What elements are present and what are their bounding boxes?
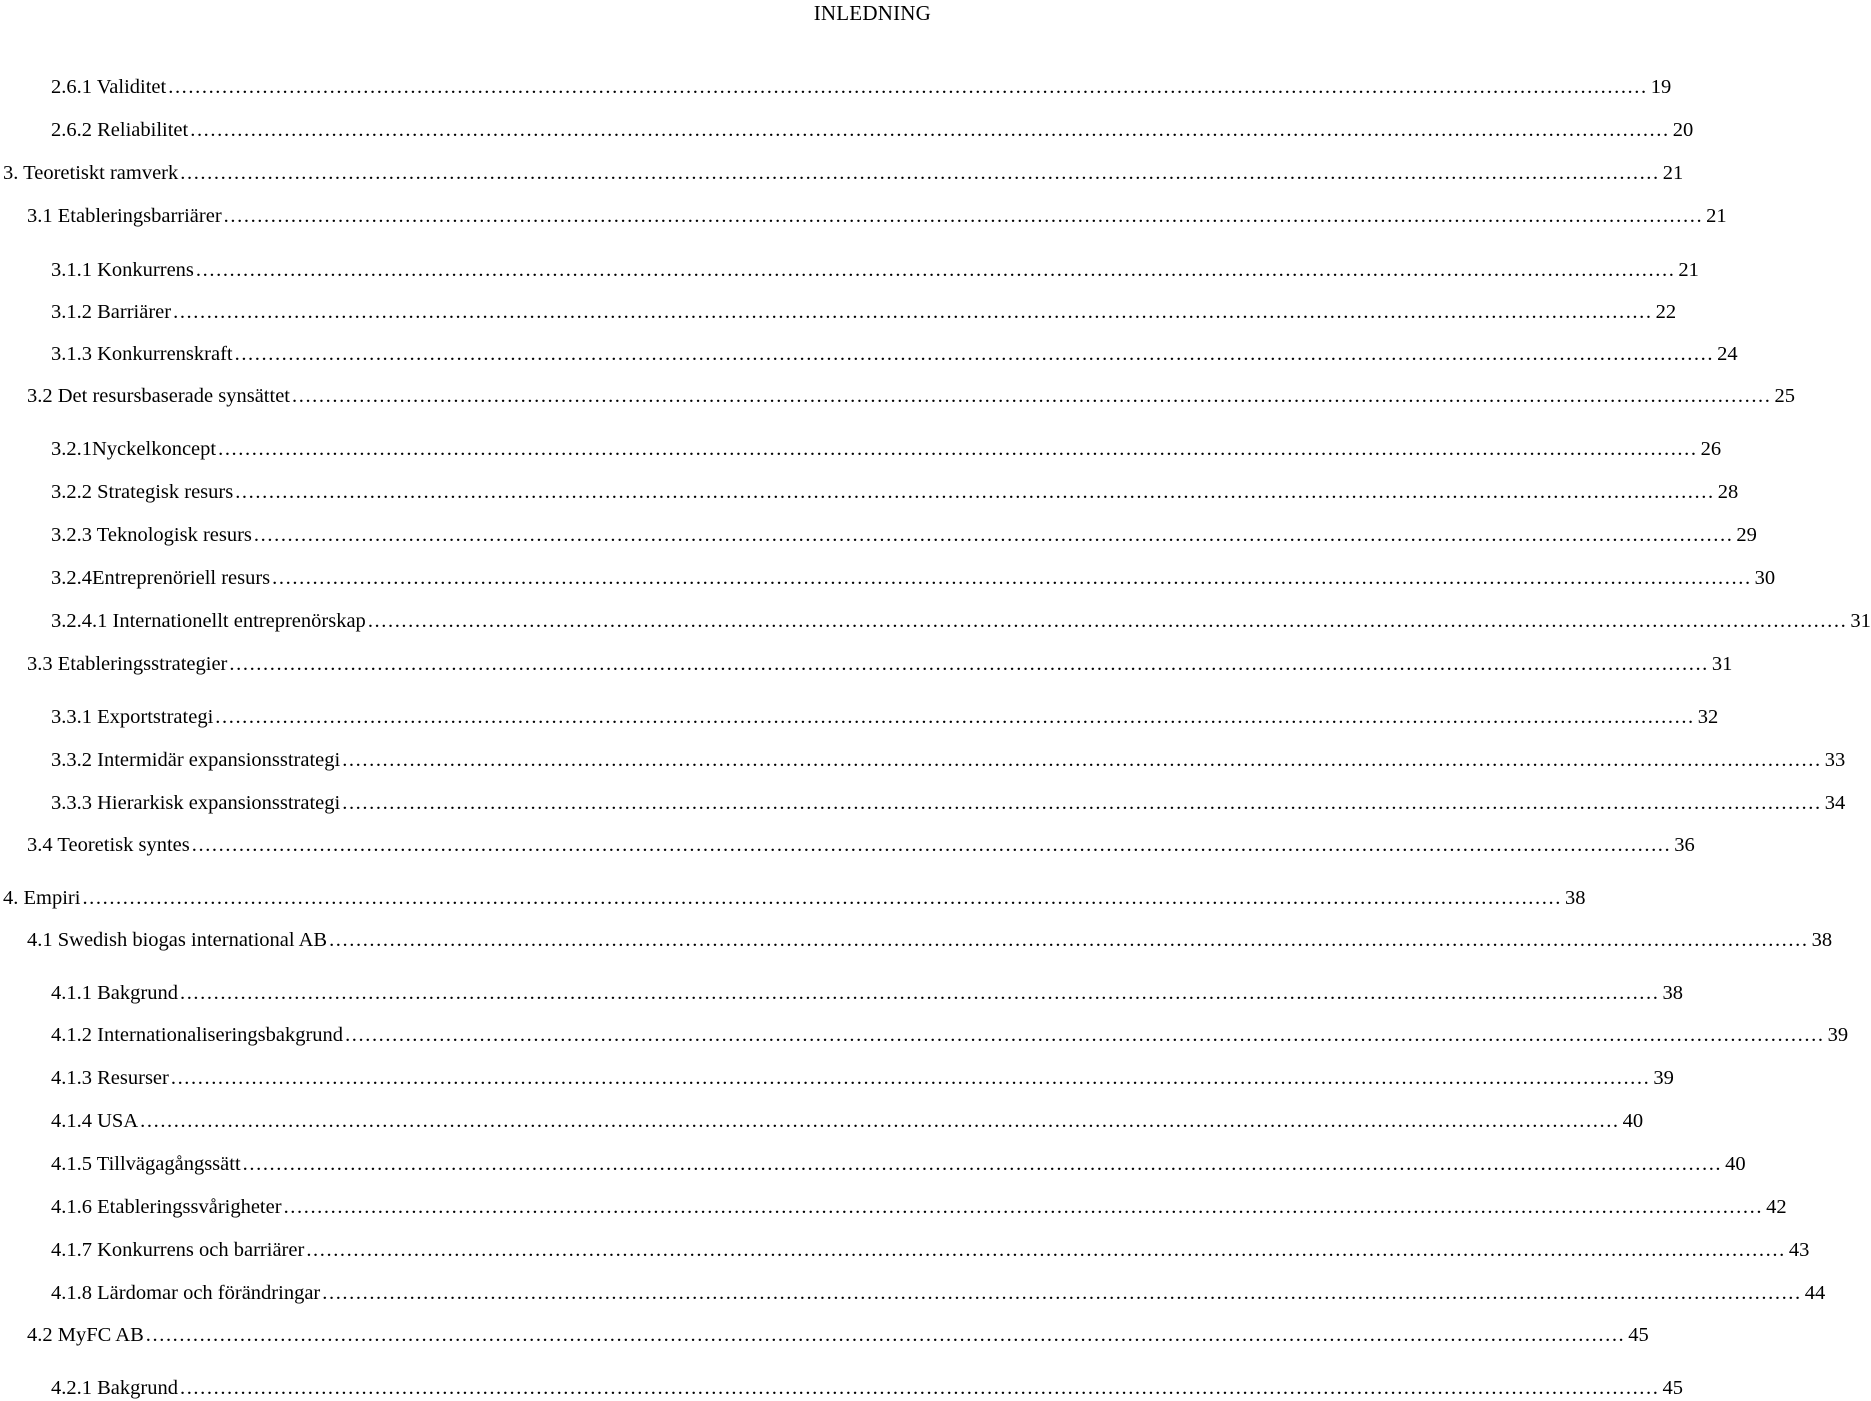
- dot-leader: ............................................................................................................................................................................................................................: [140, 1110, 1620, 1132]
- dot-leader: ............................................................................................................................................................................................................................: [223, 205, 1704, 227]
- toc-entry-title: [51, 1151, 241, 1177]
- toc-entry-page-number: 34: [1824, 792, 1846, 814]
- dot-leader: ............................................................................................................................................................................................................................: [168, 76, 1648, 98]
- toc-entry-title: [51, 747, 340, 773]
- toc-entry[interactable]: [3, 160, 1684, 186]
- toc-entry-number: 2.6.1: [51, 76, 92, 98]
- toc-entry[interactable]: [51, 1151, 1746, 1177]
- dot-leader: ............................................................................................................................................................................................................................: [145, 1324, 1626, 1346]
- toc-entry[interactable]: [51, 980, 1683, 1006]
- dot-leader: ............................................................................................................................................................................................................................: [170, 1067, 1651, 1089]
- toc-entry-title: [51, 117, 188, 143]
- toc-entry-text: Etableringsstrategier: [57, 653, 228, 675]
- toc-entry-page-number: 30: [1754, 567, 1776, 589]
- toc-entry-text: MyFC AB: [57, 1324, 144, 1346]
- toc-entry-text: Hierarkisk expansionsstrategi: [97, 792, 341, 814]
- dot-leader: ............................................................................................................................................................................................................................: [235, 481, 1715, 503]
- toc-entry-page-number: 40: [1622, 1110, 1644, 1132]
- toc-entry-number: 4.2: [27, 1324, 53, 1346]
- toc-entry[interactable]: [51, 790, 1846, 816]
- toc-entry-page-number: 36: [1674, 834, 1695, 856]
- toc-entry-page-number: 31: [1850, 610, 1871, 632]
- toc-entry-page-number: 31: [1711, 653, 1733, 675]
- toc-entry-title: [27, 203, 222, 229]
- toc-entry-number: 3.2: [27, 385, 53, 407]
- toc-entry-number: 4.: [3, 887, 19, 909]
- toc-entry-title: [3, 885, 80, 911]
- toc-entry-text: Internationellt entreprenörskap: [112, 610, 366, 632]
- dot-leader: ............................................................................................................................................................................................................................: [191, 834, 1672, 856]
- toc-entry[interactable]: [27, 832, 1695, 858]
- toc-entry-page-number: 28: [1717, 481, 1739, 503]
- toc-entry[interactable]: [51, 1375, 1683, 1401]
- toc-entry-text: Konkurrens: [97, 259, 194, 281]
- dot-leader: ............................................................................................................................................................................................................................: [229, 653, 1709, 675]
- dot-leader: ............................................................................................................................................................................................................................: [180, 162, 1660, 184]
- toc-entry-title: [51, 608, 366, 634]
- toc-entry-text: Teknologisk resurs: [96, 524, 252, 546]
- toc-entry-page-number: 29: [1736, 524, 1757, 546]
- toc-entry-page-number: 45: [1662, 1377, 1683, 1399]
- toc-entry-number: 3.3.3: [51, 792, 92, 814]
- toc-entry-page-number: 33: [1824, 749, 1846, 771]
- toc-entry[interactable]: [51, 747, 1846, 773]
- toc-entry-title: [51, 479, 233, 505]
- toc-entry-text: Bakgrund: [97, 982, 178, 1004]
- toc-entry-page-number: 25: [1774, 385, 1795, 407]
- toc-entry-title: [27, 651, 227, 677]
- toc-entry-number: 3.2.2: [51, 481, 92, 503]
- toc-entry-page-number: 38: [1662, 982, 1683, 1004]
- toc-entry[interactable]: [51, 1194, 1787, 1220]
- toc-entry-number: 4.1.1: [51, 982, 92, 1004]
- dot-leader: ............................................................................................................................................................................................................................: [345, 1024, 1825, 1046]
- toc-entry-text: Teoretisk syntes: [57, 834, 190, 856]
- dot-leader: ............................................................................................................................................................................................................................: [173, 301, 1653, 323]
- toc-entry-title: [51, 704, 213, 730]
- toc-entry[interactable]: [51, 299, 1677, 325]
- toc-entry-text: Empiri: [23, 887, 81, 909]
- toc-entry-title: [51, 1022, 343, 1048]
- toc-entry-text: Bakgrund: [97, 1377, 178, 1399]
- toc-entry-number: 3.3.2: [51, 749, 92, 771]
- toc-entry-number: 4.1.8: [51, 1282, 92, 1304]
- toc-entry-page-number: 39: [1653, 1067, 1674, 1089]
- toc-entry-page-number: 44: [1804, 1282, 1826, 1304]
- toc-entry-number: 3.2.1: [51, 438, 92, 460]
- toc-entry[interactable]: [27, 651, 1733, 677]
- dot-leader: ............................................................................................................................................................................................................................: [218, 438, 1698, 460]
- toc-entry-page-number: 21: [1678, 259, 1699, 281]
- toc-entry[interactable]: [3, 885, 1586, 911]
- toc-entry[interactable]: [51, 117, 1694, 143]
- toc-entry-title: [27, 927, 327, 953]
- toc-entry[interactable]: [51, 1065, 1674, 1091]
- dot-leader: ............................................................................................................................................................................................................................: [179, 982, 1660, 1004]
- toc-entry[interactable]: [51, 704, 1719, 730]
- toc-entry-page-number: 38: [1811, 929, 1833, 951]
- toc-entry-page-number: 39: [1827, 1024, 1849, 1046]
- toc-entry-title: [51, 1280, 320, 1306]
- toc-entry-text: Entreprenöriell resurs: [92, 567, 271, 589]
- toc-entry[interactable]: [51, 608, 1871, 634]
- toc-entry-title: [51, 1065, 169, 1091]
- toc-entry-page-number: 45: [1628, 1324, 1649, 1346]
- toc-entry-number: 4.2.1: [51, 1377, 92, 1399]
- toc-entry[interactable]: [51, 522, 1757, 548]
- toc-entry[interactable]: [51, 341, 1738, 367]
- toc-entry-page-number: 19: [1650, 76, 1672, 98]
- toc-entry-text: Konkurrens och barriärer: [97, 1239, 305, 1261]
- toc-entry-text: Tillvägagångssätt: [96, 1153, 241, 1175]
- toc-entry-number: 3.2.4.1: [51, 610, 108, 632]
- toc-entry-number: 3.3.1: [51, 706, 92, 728]
- toc-entry-title: [51, 1194, 282, 1220]
- toc-entry-number: 2.6.2: [51, 119, 92, 141]
- toc-entry[interactable]: [51, 479, 1739, 505]
- toc-entry-text: Intermidär expansionsstrategi: [97, 749, 341, 771]
- toc-entry-text: Teoretiskt ramverk: [23, 162, 179, 184]
- toc-entry-number: 3.: [3, 162, 19, 184]
- toc-entry-number: 3.3: [27, 653, 53, 675]
- toc-entry-title: [51, 1108, 138, 1134]
- toc-entry-title: [51, 1237, 304, 1263]
- toc-entry-title: [51, 522, 252, 548]
- dot-leader: ............................................................................................................................................................................................................................: [272, 567, 1752, 589]
- toc-entry[interactable]: [27, 1322, 1649, 1348]
- toc-entry-title: [51, 980, 178, 1006]
- toc-entry-title: [51, 565, 270, 591]
- toc-entry-number: 4.1.4: [51, 1110, 92, 1132]
- toc-entry-title: [27, 383, 290, 409]
- toc-entry-text: Validitet: [96, 76, 167, 98]
- dot-leader: ............................................................................................................................................................................................................................: [322, 1282, 1802, 1304]
- toc-entry-text: Nyckelkoncept: [92, 438, 217, 460]
- toc-entry-number: 4.1.2: [51, 1024, 92, 1046]
- toc-entry-page-number: 32: [1697, 706, 1719, 728]
- dot-leader: ............................................................................................................................................................................................................................: [195, 259, 1676, 281]
- toc-entry-title: [51, 790, 340, 816]
- toc-entry-title: [51, 436, 216, 462]
- toc-entry-page-number: 22: [1655, 301, 1677, 323]
- toc-entry-number: 4.1.7: [51, 1239, 92, 1261]
- toc-entry-text: Det resursbaserade synsättet: [57, 385, 290, 407]
- toc-entry-number: 3.1: [27, 205, 53, 227]
- toc-entry[interactable]: [27, 927, 1833, 953]
- toc-entry-title: [27, 832, 190, 858]
- toc-entry-page-number: 26: [1700, 438, 1722, 460]
- dot-leader: ............................................................................................................................................................................................................................: [82, 887, 1562, 909]
- toc-entry[interactable]: [51, 436, 1722, 462]
- running-header: INLEDNING: [813, 1, 931, 25]
- toc-entry-text: Barriärer: [97, 301, 172, 323]
- toc-entry-text: Internationaliseringsbakgrund: [97, 1024, 344, 1046]
- dot-leader: ............................................................................................................................................................................................................................: [283, 1196, 1764, 1218]
- dot-leader: ............................................................................................................................................................................................................................: [306, 1239, 1786, 1261]
- toc-entry-text: USA: [97, 1110, 139, 1132]
- toc-entry-title: [51, 74, 166, 100]
- toc-entry[interactable]: [27, 383, 1795, 409]
- toc-entry-number: 3.1.3: [51, 343, 92, 365]
- toc-entry-text: Etableringsbarriärer: [57, 205, 222, 227]
- toc-entry-page-number: 20: [1672, 119, 1694, 141]
- dot-leader: ............................................................................................................................................................................................................................: [342, 749, 1822, 771]
- toc-entry-text: Etableringssvårigheter: [97, 1196, 282, 1218]
- toc-entry-number: 4.1.6: [51, 1196, 92, 1218]
- toc-entry-text: Swedish biogas international AB: [57, 929, 328, 951]
- toc-entry-number: 4.1.5: [51, 1153, 92, 1175]
- toc-entry-page-number: 40: [1725, 1153, 1746, 1175]
- toc-entry-page-number: 21: [1662, 162, 1684, 184]
- toc-entry-title: [51, 341, 233, 367]
- toc-entry-number: 3.1.1: [51, 259, 92, 281]
- toc-entry-text: Resurser: [97, 1067, 169, 1089]
- toc-entry-number: 4.1.3: [51, 1067, 92, 1089]
- toc-entry-number: 4.1: [27, 929, 53, 951]
- toc-entry-page-number: 42: [1766, 1196, 1787, 1218]
- dot-leader: ............................................................................................................................................................................................................................: [179, 1377, 1660, 1399]
- toc-entry-page-number: 24: [1717, 343, 1738, 365]
- toc-entry-page-number: 21: [1706, 205, 1727, 227]
- toc-entry-title: [27, 1322, 144, 1348]
- toc-entry[interactable]: [51, 1022, 1849, 1048]
- toc-entry-page-number: 43: [1788, 1239, 1810, 1261]
- toc-entry[interactable]: [51, 565, 1776, 591]
- toc-entry[interactable]: [51, 1280, 1826, 1306]
- toc-entry-title: [3, 160, 178, 186]
- toc-entry-title: [51, 299, 171, 325]
- toc-entry[interactable]: [51, 1237, 1810, 1263]
- dot-leader: ............................................................................................................................................................................................................................: [342, 792, 1822, 814]
- dot-leader: ............................................................................................................................................................................................................................: [367, 610, 1848, 632]
- dot-leader: ............................................................................................................................................................................................................................: [242, 1153, 1723, 1175]
- toc-entry-number: 3.2.4: [51, 567, 92, 589]
- toc-entry-number: 3.1.2: [51, 301, 92, 323]
- toc-entry-number: 3.4: [27, 834, 53, 856]
- toc-entry[interactable]: [27, 203, 1727, 229]
- toc-entry[interactable]: [51, 74, 1672, 100]
- dot-leader: ............................................................................................................................................................................................................................: [215, 706, 1695, 728]
- dot-leader: ............................................................................................................................................................................................................................: [292, 385, 1772, 407]
- toc-entry-text: Lärdomar och förändringar: [97, 1282, 321, 1304]
- toc-entry[interactable]: [51, 257, 1699, 283]
- toc-entry-text: Reliabilitet: [97, 119, 189, 141]
- toc-entry-text: Konkurrenskraft: [97, 343, 233, 365]
- toc-entry-text: Exportstrategi: [97, 706, 214, 728]
- dot-leader: ............................................................................................................................................................................................................................: [329, 929, 1809, 951]
- toc-entry-number: 3.2.3: [51, 524, 92, 546]
- toc-entry-title: [51, 257, 194, 283]
- toc-entry-text: Strategisk resurs: [97, 481, 234, 503]
- toc-entry-title: [51, 1375, 178, 1401]
- toc-entry-page-number: 38: [1564, 887, 1586, 909]
- dot-leader: ............................................................................................................................................................................................................................: [253, 524, 1734, 546]
- dot-leader: ............................................................................................................................................................................................................................: [190, 119, 1670, 141]
- toc-entry[interactable]: [51, 1108, 1644, 1134]
- dot-leader: ............................................................................................................................................................................................................................: [234, 343, 1715, 365]
